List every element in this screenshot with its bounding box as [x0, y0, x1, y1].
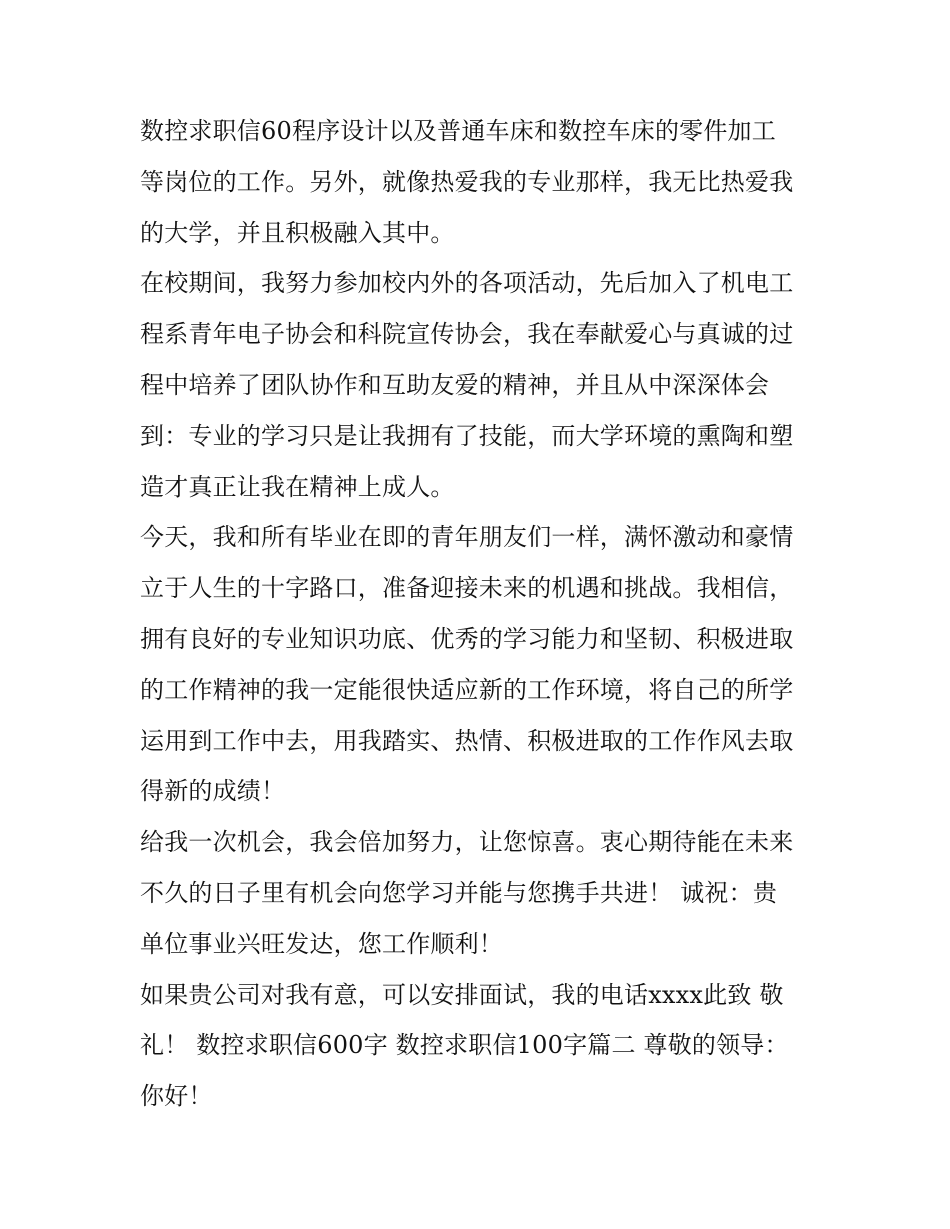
- text-line: 在校期间，我努力参加校内外的各项活动，先后加入了机电工: [140, 269, 794, 298]
- text-line: 立于人生的十字路口，准备迎接未来的机遇和挑战。我相信，: [140, 574, 794, 603]
- text-line: 礼！ 数控求职信600字 数控求职信100字篇二 尊敬的领导：: [140, 1031, 789, 1060]
- text-line: 如果贵公司对我有意，可以安排面试，我的电话xxxx此致 敬: [140, 980, 784, 1009]
- text-line: 给我一次机会，我会倍加努力，让您惊喜。衷心期待能在未来: [140, 828, 794, 857]
- text-line: 拥有良好的专业知识功底、优秀的学习能力和坚韧、积极进取: [140, 624, 794, 653]
- document-body: [140, 106, 830, 1122]
- text-line: 程中培养了团队协作和互助友爱的精神，并且从中深深体会: [140, 370, 770, 399]
- text-line: 运用到工作中去，用我踏实、热情、积极进取的工作作风去取: [140, 726, 794, 755]
- text-line: 等岗位的工作。另外，就像热爱我的专业那样，我无比热爱我: [140, 167, 794, 196]
- text-line: 造才真正让我在精神上成人。: [140, 472, 455, 501]
- text-line: 到：专业的学习只是让我拥有了技能，而大学环境的熏陶和塑: [140, 421, 794, 450]
- text-line: 得新的成绩！: [140, 777, 286, 806]
- text-line: 程系青年电子协会和科院宣传协会，我在奉献爱心与真诚的过: [140, 320, 794, 349]
- text-line: 单位事业兴旺发达，您工作顺利！: [140, 929, 503, 958]
- text-line: 数控求职信60程序设计以及普通车床和数控车床的零件加工: [140, 117, 776, 145]
- text-line: 你好！: [140, 1082, 213, 1111]
- text-line: 的大学，并且积极融入其中。: [140, 218, 455, 247]
- text-line: 的工作精神的我一定能很快适应新的工作环境，将自己的所学: [140, 675, 794, 704]
- text-line: 不久的日子里有机会向您学习并能与您携手共进！ 诚祝：贵: [140, 878, 778, 907]
- text-line: 今天，我和所有毕业在即的青年朋友们一样，满怀激动和豪情: [140, 523, 794, 552]
